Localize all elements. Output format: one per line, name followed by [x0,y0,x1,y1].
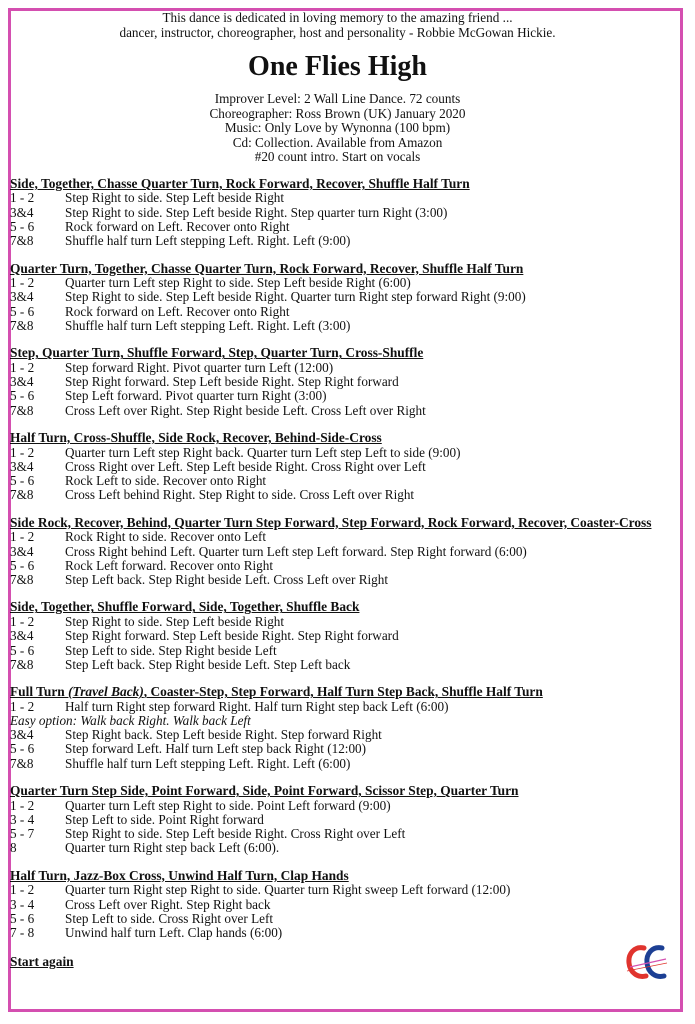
section-heading: Step, Quarter Turn, Shuffle Forward, Step, Quarter Turn, Cross-Shuffle [10,345,424,361]
start-again: Start again [10,954,74,970]
step-description: Quarter turn Left step Right to side. Step Left beside Right (6:00) [65,275,411,291]
step-description: Step forward Left. Half turn Left step back Right (12:00) [65,741,367,757]
step-row [10,813,665,827]
step-row [10,191,665,205]
step-description: Step Right forward. Step Left beside Right. Step Right forward [65,628,399,644]
step-count: 3&4 [10,727,34,743]
step-count: 3&4 [10,628,34,644]
step-row [10,799,665,813]
step-count: 1 - 2 [10,529,35,545]
step-row [10,883,665,897]
step-description: Step Left to side. Step Right beside Left [65,642,277,658]
step-row [10,573,665,587]
step-row [10,559,665,573]
step-description: Step Left forward. Pivot quarter turn Right (3:00) [65,388,327,404]
heading-part: , Coaster-Step, Step Forward, Half Turn Step Back, Shuffle Half Turn [143,684,543,700]
stepsheet [10,6,665,969]
step-count: 1 - 2 [10,275,35,291]
step-count: 7&8 [10,233,34,249]
step-row [10,404,665,418]
section-heading: Side Rock, Recover, Behind, Quarter Turn Step Forward, Step Forward, Rock Forward, Recover, Coaster-Cross [10,514,652,530]
step-description: Cross Left over Right. Step Right back [65,896,271,912]
step-count: 7&8 [10,402,34,418]
dance-info [10,92,665,165]
section [10,431,665,503]
step-row [10,206,665,220]
step-count: 1 - 2 [10,698,35,714]
step-row [10,488,665,502]
section-heading: Quarter Turn Step Side, Point Forward, Side, Point Forward, Scissor Step, Quarter Turn [10,783,519,799]
step-description: Cross Left behind Right. Step Right to side. Cross Left over Right [65,487,415,503]
step-row [10,474,665,488]
step-row [10,615,665,629]
section [10,685,665,771]
step-description: Step Right to side. Step Left beside Right. Step quarter turn Right (3:00) [65,204,448,220]
step-row [10,742,665,756]
step-count: 5 - 6 [10,741,35,757]
step-count: 3&4 [10,289,34,305]
step-description: Cross Right over Left. Step Left beside Right. Cross Right over Left [65,458,426,474]
section-heading: Side, Together, Chasse Quarter Turn, Rock Forward, Recover, Shuffle Half Turn [10,175,470,191]
step-description: Step Left to side. Point Right forward [65,811,264,827]
step-description: Shuffle half turn Left stepping Left. Right. Left (3:00) [65,318,351,334]
step-count: 7&8 [10,318,34,334]
step-row [10,305,665,319]
step-description: Shuffle half turn Left stepping Left. Right. Left (6:00) [65,755,351,771]
section [10,784,665,856]
step-description: Step Right to side. Step Left beside Right. Quarter turn Right step forward Right (9:00) [65,289,526,305]
step-description: Step Right to side. Step Left beside Right [65,190,285,206]
step-row [10,389,665,403]
step-description: Cross Right behind Left. Quarter turn Left step Left forward. Step Right forward (6:00) [65,543,527,559]
step-count: 3 - 4 [10,811,35,827]
step-count: 1 - 2 [10,190,35,206]
step-count: 5 - 6 [10,388,35,404]
step-row [10,658,665,672]
dedication [10,10,665,40]
step-row [10,827,665,841]
step-count: 8 [10,840,17,856]
step-count: 7 - 8 [10,925,35,941]
step-row [10,460,665,474]
section [10,869,665,941]
step-count: 5 - 6 [10,642,35,658]
cc-logo-graphic [624,940,670,986]
info-intro: #20 count intro. Start on vocals [254,149,421,165]
step-description: Step Right to side. Step Left beside Right [65,613,285,629]
step-count: 1 - 2 [10,444,35,460]
step-count: 3&4 [10,458,34,474]
step-row [10,757,665,771]
step-row [10,728,665,742]
step-row [10,912,665,926]
step-row [10,700,665,714]
dedication-line-1: This dance is dedicated in loving memory to the amazing friend ... [162,10,513,25]
heading-italic-part: (Travel Back) [68,684,144,700]
step-description: Rock forward on Left. Recover onto Right [65,219,290,235]
step-row [10,898,665,912]
step-count: 3&4 [10,374,34,390]
step-description: Rock Left forward. Recover onto Right [65,557,274,573]
step-row [10,234,665,248]
dedication-line-2: dancer, instructor, choreographer, host and personality - Robbie McGowan Hickie. [119,25,556,40]
step-description: Quarter turn Left step Right to side. Point Left forward (9:00) [65,797,391,813]
dance-title: One Flies High [248,51,427,82]
step-description: Step Right forward. Step Left beside Right. Step Right forward [65,374,399,390]
heading-part: Full Turn [10,684,69,700]
step-row [10,276,665,290]
step-count: 3 - 4 [10,896,35,912]
step-count: 3&4 [10,543,34,559]
step-description: Step Left back. Step Right beside Left. Cross Left over Right [65,572,389,588]
step-count: 5 - 6 [10,557,35,573]
step-description: Step forward Right. Pivot quarter turn Left (12:00) [65,359,334,375]
step-row [10,545,665,559]
step-count: 1 - 2 [10,613,35,629]
step-description: Quarter turn Left step Right back. Quarter turn Left step Left to side (9:00) [65,444,461,460]
step-description: Step Left to side. Cross Right over Left [65,910,274,926]
step-row [10,375,665,389]
info-choreographer: Choreographer: Ross Brown (UK) January 2020 [209,105,466,121]
info-level: Improver Level: 2 Wall Line Dance. 72 counts [214,91,461,106]
step-description: Step Right back. Step Left beside Right. Step forward Right [65,727,382,743]
step-row [10,530,665,544]
step-count: 5 - 6 [10,219,35,235]
step-count: 7&8 [10,755,34,771]
step-row [10,926,665,940]
step-row [10,319,665,333]
section [10,516,665,588]
step-description: Rock Right to side. Recover onto Left [65,529,267,545]
section-heading: Half Turn, Cross-Shuffle, Side Rock, Recover, Behind-Side-Cross [10,430,382,446]
section [10,600,665,672]
section [10,346,665,418]
step-description: Rock Left to side. Recover onto Right [65,473,267,489]
section-heading: Half Turn, Jazz-Box Cross, Unwind Half Turn, Clap Hands [10,867,349,883]
info-music: Music: Only Love by Wynonna (100 bpm) [224,120,451,136]
step-count: 3&4 [10,204,34,220]
step-count: 1 - 2 [10,797,35,813]
step-row [10,446,665,460]
step-description: Shuffle half turn Left stepping Left. Right. Left (9:00) [65,233,351,249]
step-count: 5 - 7 [10,826,35,842]
step-count: 1 - 2 [10,882,35,898]
step-row [10,629,665,643]
section-heading [10,685,665,700]
step-count: 7&8 [10,656,34,672]
step-count: 5 - 6 [10,473,35,489]
step-count: 7&8 [10,487,34,503]
step-description: Quarter turn Right step Right to side. Quarter turn Right sweep Left forward (12:00) [65,882,511,898]
step-description: Step Right to side. Step Left beside Right. Cross Right over Left [65,826,406,842]
step-row [10,361,665,375]
info-cd: Cd: Collection. Available from Amazon [232,134,443,150]
step-description: Step Left back. Step Right beside Left. Step Left back [65,656,351,672]
step-row [10,220,665,234]
step-row [10,841,665,855]
section [10,177,665,249]
step-count: 1 - 2 [10,359,35,375]
step-description: Cross Left over Right. Step Right beside Left. Cross Left over Right [65,402,426,418]
section-heading: Side, Together, Shuffle Forward, Side, Together, Shuffle Back [10,599,360,615]
step-description: Unwind half turn Left. Clap hands (6:00) [65,925,283,941]
step-count: 7&8 [10,572,34,588]
step-row [10,290,665,304]
step-description: Half turn Right step forward Right. Half turn Right step back Left (6:00) [65,698,449,714]
step-count: 5 - 6 [10,303,35,319]
section-heading: Quarter Turn, Together, Chasse Quarter Turn, Rock Forward, Recover, Shuffle Half Turn [10,260,524,276]
step-count: 5 - 6 [10,910,35,926]
step-row [10,644,665,658]
cc-logo-icon [624,940,670,986]
step-description: Rock forward on Left. Recover onto Right [65,303,290,319]
easy-option-note: Easy option: Walk back Right. Walk back Left [10,712,251,728]
step-description: Quarter turn Right step back Left (6:00). [65,840,280,856]
section [10,262,665,334]
